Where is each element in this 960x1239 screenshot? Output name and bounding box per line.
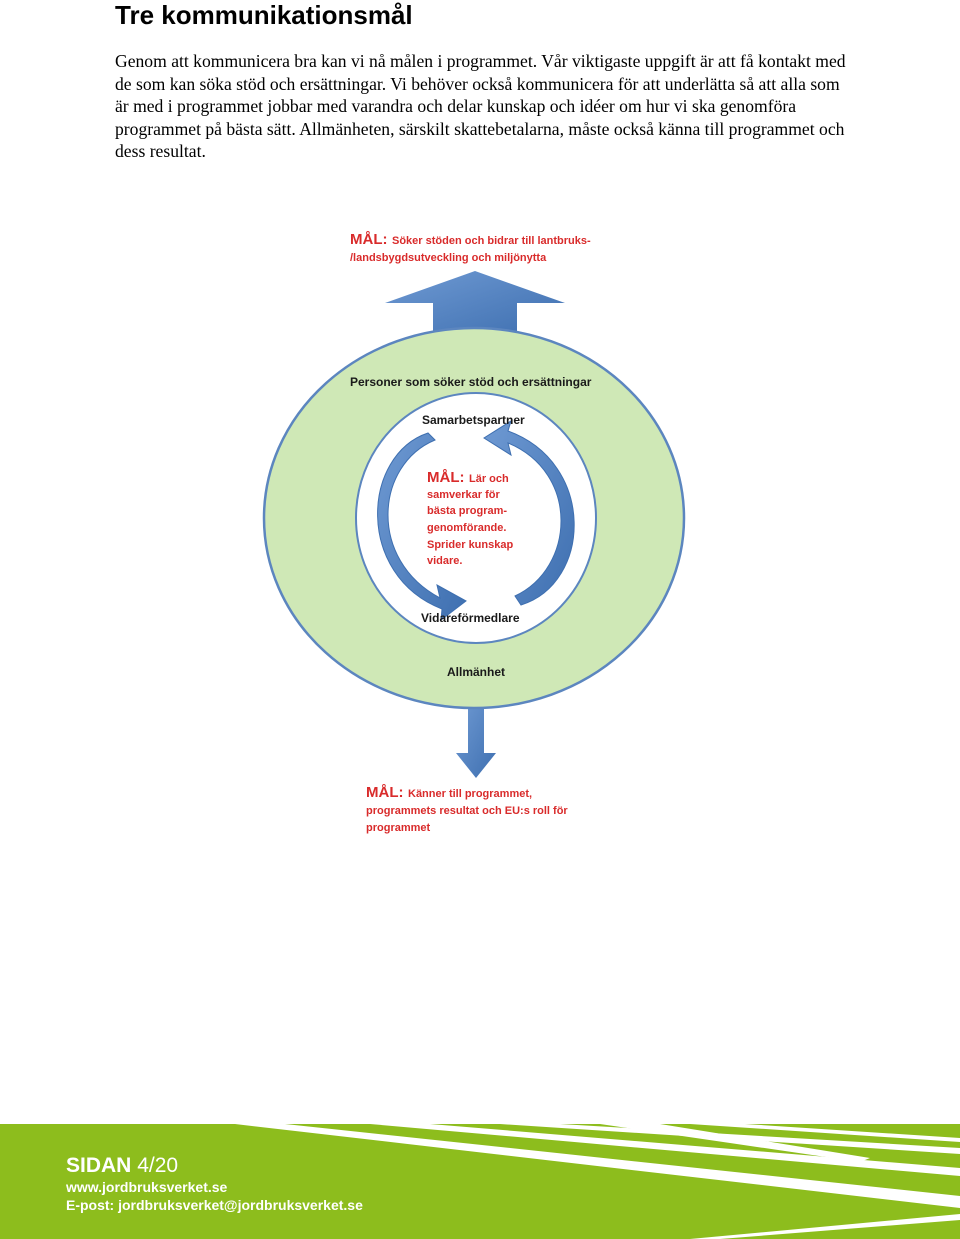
inner-bottom-label: Vidareförmedlare — [421, 611, 520, 625]
bottom-goal-label: MÅL: — [366, 784, 404, 801]
center-goal-label: MÅL: — [427, 469, 465, 486]
inner-circle — [356, 393, 596, 643]
center-goal-line-3: bästa program- — [427, 505, 508, 517]
outer-bottom-label: Allmänhet — [447, 665, 506, 679]
center-goal-line-5: Sprider kunskap — [427, 539, 514, 551]
footer-text — [66, 1153, 363, 1214]
outer-ring-label: Personer som söker stöd och ersättningar — [350, 375, 592, 389]
center-goal-line-1: Lär och — [469, 473, 509, 485]
communication-goals-diagram — [0, 215, 960, 845]
page-number: 4/20 — [137, 1154, 179, 1177]
page-indicator — [66, 1153, 363, 1178]
top-goal-line1: Söker stöden och bidrar till lantbruks- — [392, 235, 591, 247]
footer-email[interactable]: E-post: jordbruksverket@jordbruksverket.se — [66, 1197, 363, 1213]
bottom-goal-line3: programmet — [366, 822, 431, 834]
page-title: Tre kommunikationsmål — [115, 0, 413, 30]
bottom-goal-line2: programmets resultat och EU:s roll för — [366, 805, 568, 817]
center-goal-line-6: vidare. — [427, 555, 463, 567]
center-goal-line-2: samverkar för — [427, 489, 500, 501]
top-goal-label: MÅL: — [350, 231, 388, 248]
bottom-goal-line1: Känner till programmet, — [408, 788, 533, 800]
footer-website-link[interactable]: www.jordbruksverket.se — [66, 1179, 228, 1195]
up-arrow — [385, 271, 565, 333]
top-goal-line2: /landsbygdsutveckling och miljönytta — [350, 252, 547, 264]
center-goal-line-4: genomförande. — [427, 522, 507, 534]
inner-top-label: Samarbetspartner — [422, 413, 525, 427]
intro-paragraph: Genom att kommunicera bra kan vi nå målen i programmet. Vår viktigaste uppgift är att få kontakt med de som kan söka stöd och ersättningar. Vi behöver också kommunicera för att underlätta så att alla som är med i programmet jobbar med varandra och delar kunskap och idéer om hur vi ska genomföra programmet på bästa sätt. Allmänheten, särskilt skattebetalarna, måste också känna till programmet och dess resultat. — [115, 51, 846, 162]
down-arrow — [456, 703, 496, 778]
page-prefix: SIDAN — [66, 1154, 132, 1177]
